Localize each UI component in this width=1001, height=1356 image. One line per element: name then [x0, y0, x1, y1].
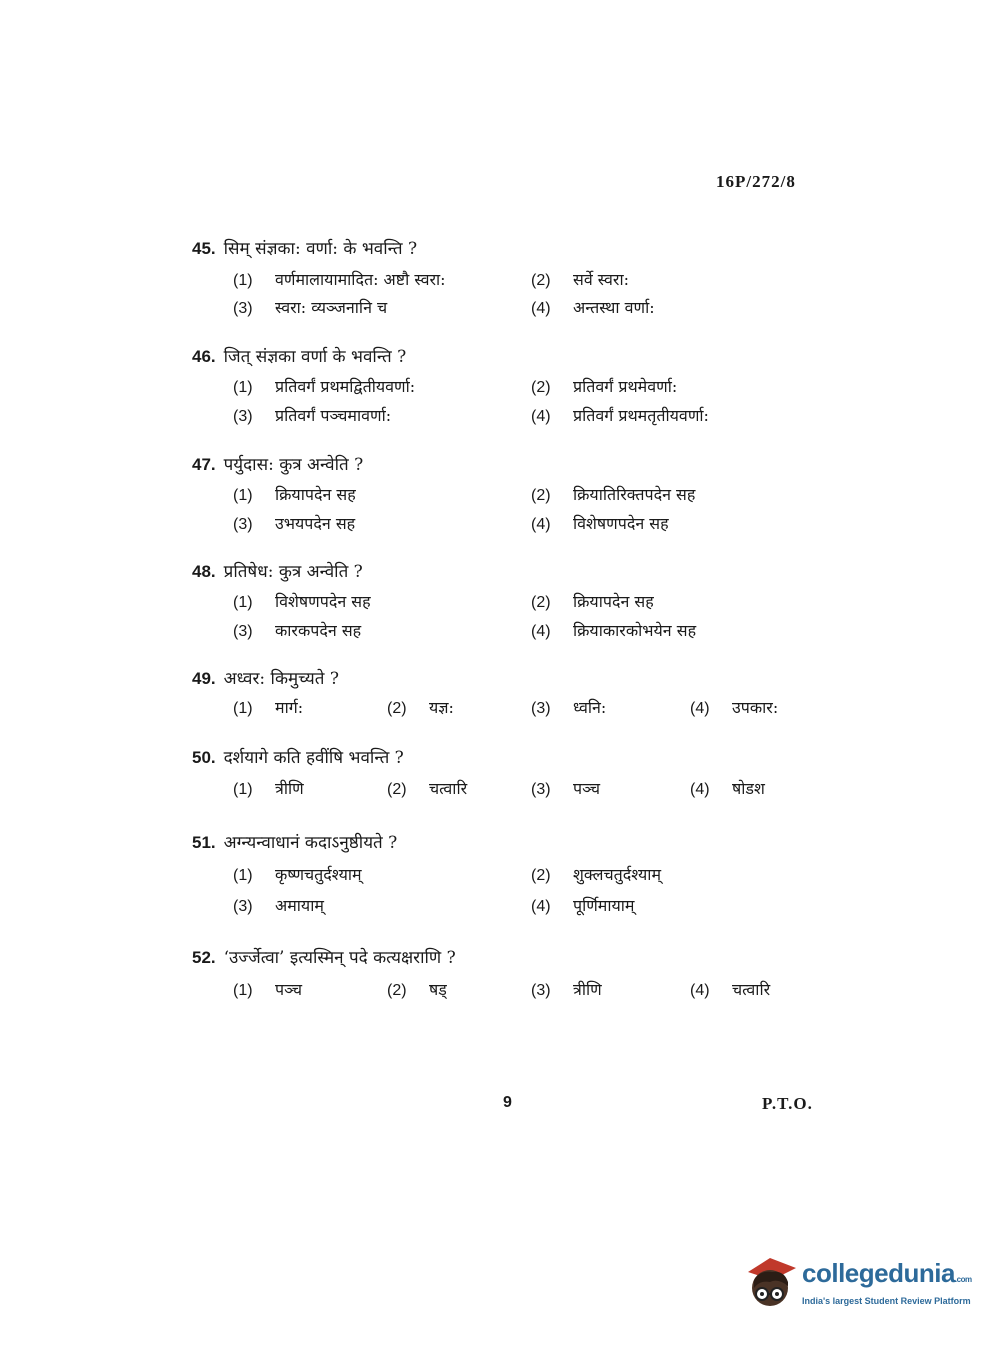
question-text: सिम् संज्ञका: वर्णा: के भवन्ति ? — [223, 239, 418, 259]
question-number: 51. — [192, 833, 216, 852]
option-2: (2) सर्वे स्वरा: — [531, 270, 629, 289]
option-1: (1) मार्ग: — [233, 698, 304, 717]
page-number: 9 — [503, 1094, 512, 1111]
option-3: (3) स्वरा: व्यञ्जनानि च — [233, 298, 388, 317]
option-2: (2) क्रियातिरिक्तपदेन सह — [531, 485, 696, 504]
option-1: (1) विशेषणपदेन सह — [233, 592, 371, 611]
option-2: (2) चत्वारि — [387, 779, 468, 798]
option-4: (4) चत्वारि — [690, 980, 771, 999]
option-1: (1) पञ्च — [233, 980, 303, 999]
question-text: अध्वर: किमुच्यते ? — [223, 669, 339, 689]
question-number: 46. — [192, 347, 216, 366]
option-4: (4) षोडश — [690, 779, 765, 798]
option-1: (1) प्रतिवर्गं प्रथमद्वितीयवर्णा: — [233, 377, 416, 396]
question-text: पर्युदास: कुत्र अन्वेति ? — [223, 455, 364, 475]
option-4: (4) अन्तस्था वर्णा: — [531, 298, 655, 317]
option-2: (2) शुक्लचतुर्दश्याम् — [531, 865, 662, 884]
question-text: प्रतिषेध: कुत्र अन्वेति ? — [223, 562, 363, 582]
option-2: (2) प्रतिवर्गं प्रथमेवर्णा: — [531, 377, 678, 396]
option-1: (1) त्रीणि — [233, 779, 304, 798]
option-3: (3) ध्वनि: — [531, 698, 607, 717]
option-4: (4) पूर्णिमायाम् — [531, 896, 635, 915]
option-1: (1) क्रियापदेन सह — [233, 485, 356, 504]
question-text: जित् संज्ञका वर्णा के भवन्ति ? — [223, 347, 407, 367]
question-number: 52. — [192, 948, 216, 967]
logo-domain-suffix: .com — [954, 1275, 972, 1284]
mascot-icon — [742, 1250, 800, 1314]
collegedunia-logo — [742, 1250, 972, 1320]
option-3: (3) कारकपदेन सह — [233, 621, 362, 640]
option-4: (4) प्रतिवर्गं प्रथमतृतीयवर्णा: — [531, 406, 709, 425]
question-number: 45. — [192, 239, 216, 258]
option-3: (3) त्रीणि — [531, 980, 602, 999]
logo-wordmark: collegedunia.com — [802, 1258, 972, 1288]
question-number: 48. — [192, 562, 216, 581]
option-4: (4) विशेषणपदेन सह — [531, 514, 669, 533]
option-3: (3) अमायाम् — [233, 896, 324, 915]
logo-tagline: India's largest Student Review Platform — [802, 1296, 971, 1306]
option-1: (1) कृष्णचतुर्दश्याम् — [233, 865, 362, 884]
question-number: 49. — [192, 669, 216, 688]
option-1: (1) वर्णमालायामादित: अष्टौ स्वरा: — [233, 270, 446, 289]
option-3: (3) पञ्च — [531, 779, 601, 798]
option-4: (4) उपकार: — [690, 698, 779, 717]
paper-code: 16P/272/8 — [716, 172, 796, 191]
option-2: (2) क्रियापदेन सह — [531, 592, 654, 611]
option-4: (4) क्रियाकारकोभयेन सह — [531, 621, 697, 640]
option-2: (2) यज्ञ: — [387, 698, 454, 717]
question-text: अग्न्यन्वाधानं कदाऽनुष्ठीयते ? — [223, 833, 398, 853]
option-3: (3) प्रतिवर्गं पञ्चमावर्णा: — [233, 406, 392, 425]
question-number: 47. — [192, 455, 216, 474]
question-text: ‘उर्ज्जेत्वा’ इत्यस्मिन् पदे कत्यक्षराणि ? — [223, 948, 456, 968]
pto-label: P.T.O. — [762, 1094, 813, 1113]
option-3: (3) उभयपदेन सह — [233, 514, 356, 533]
question-text: दर्शयागे कति हवींषि भवन्ति ? — [223, 748, 404, 768]
question-number: 50. — [192, 748, 216, 767]
option-2: (2) षड् — [387, 980, 447, 999]
